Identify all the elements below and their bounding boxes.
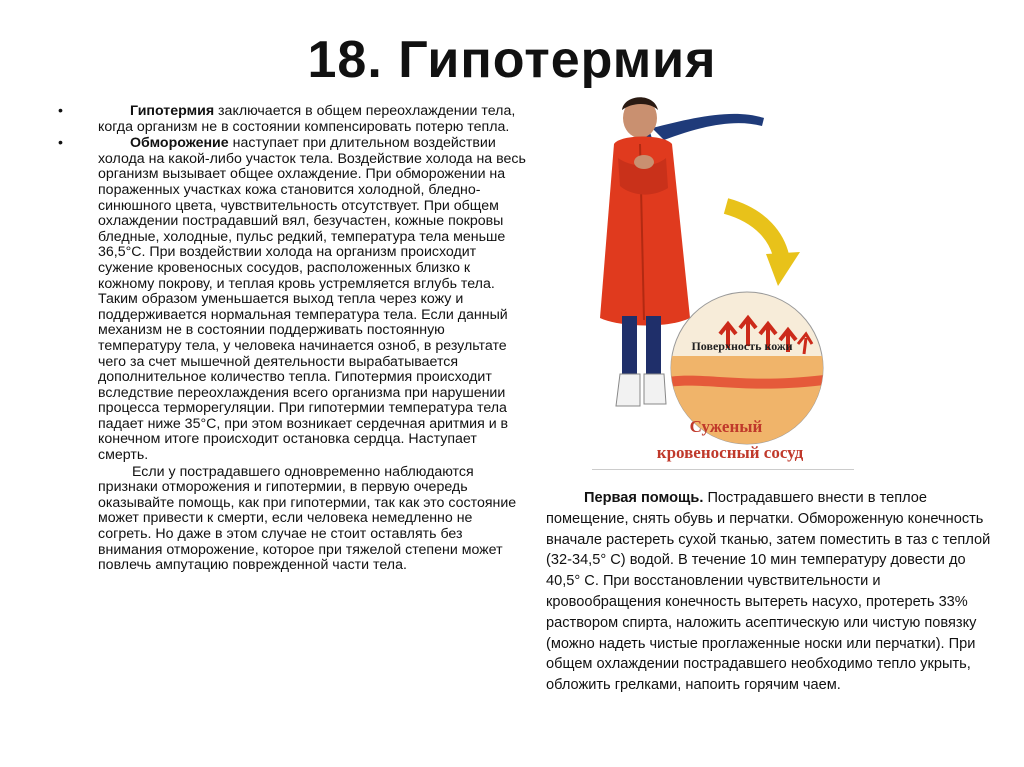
hypothermia-illustration [592,88,854,472]
vessel-label-line2: кровеносный сосуд [656,443,804,462]
bullet-icon: • [58,103,63,119]
first-aid-paragraph [546,488,994,696]
frostbite-description: наступает при длительном воздействии холода на какой-либо участок тела. Воздействие холода на весь организм вызывает общее охлаждение. При обморожении на пораженных участках кожа становится холодной, бледно-синюшного цвета, чувствительность отсутствует. При общем охлаждении пострадавший вял, безучастен, кожные покровы бледные, холодные, пульс редкий, температура тела меньше 36,5°С. При воздействии холода на организм происходит сужение кровеносных сосудов, расположенных близко к кожному покрову, и теплая кровь устремляется вглубь тела. Таким образом уменьшается выход тепла через кожу и поддерживается нормальная температура тела. Если данный механизм не в состоянии поддерживать постоянную температуру тела, у человека начинается озноб, в результате чего за счет мышечной деятельности вырабатывается дополнительное количество тепла. Гипотермия происходит вследствие переохлаждения всего организма при нарушении процесса терморегуляции. При гипотермии температура тела падает ниже 35°С, при этом возникает сердечная аритмия и в конечном итоге происходит остановка сердца. Наступает смерть. [98,135,526,464]
bullet-icon: • [58,135,63,152]
bullet-item-hypothermia [58,104,528,135]
combined-care-paragraph: Если у пострадавшего одновременно наблюдаются признаки отморожения и гипотермии, в первую очередь оказывайте помощь, как при гипотермии, так как это состояние может привести к смерти, если человека немедленно не согреть. Но даже в этом случае не стоит оставлять без внимания отморожение, которое при тяжелой степени может повлечь ампутацию поврежденной части тела. [98,463,517,574]
vessel-label-line1: Суженый [689,417,763,436]
term-frostbite: Обморожение [130,135,229,152]
slide-title: 18. Гипотермия [307,31,717,89]
left-text-column [58,104,528,574]
surface-label: Поверхность кожи [691,339,793,353]
hypothermia-definition: заключается в общем переохлаждении тела, когда организм не в состоянии компенсировать потерю тепла. [98,103,516,135]
first-aid-block [546,488,994,696]
figure-divider [592,469,854,470]
term-first-aid: Первая помощь. [584,490,704,506]
freezing-person-figure [592,88,854,472]
bullet-item-frostbite [58,136,528,463]
first-aid-text: Пострадавшего внести в теплое помещение, снять обувь и перчатки. Обмороженную конечность вначале растереть сухой тканью, затем поместить в таз с теплой (32-34,5° С) водой. В течение 10 мин температуру довести до 40,5° С. При восстановлении чувствительности и кровообращения конечность вытереть насухо, протереть 33% раствором спирта, наложить асептическую или чистую повязку (можно надеть чистые проглаженные носки или перчатки). При общем охлаждении пострадавшего необходимо тепло укрыть, обложить грелками, напоить горячим чаем. [546,490,991,694]
term-hypothermia: Гипотермия [130,103,215,119]
